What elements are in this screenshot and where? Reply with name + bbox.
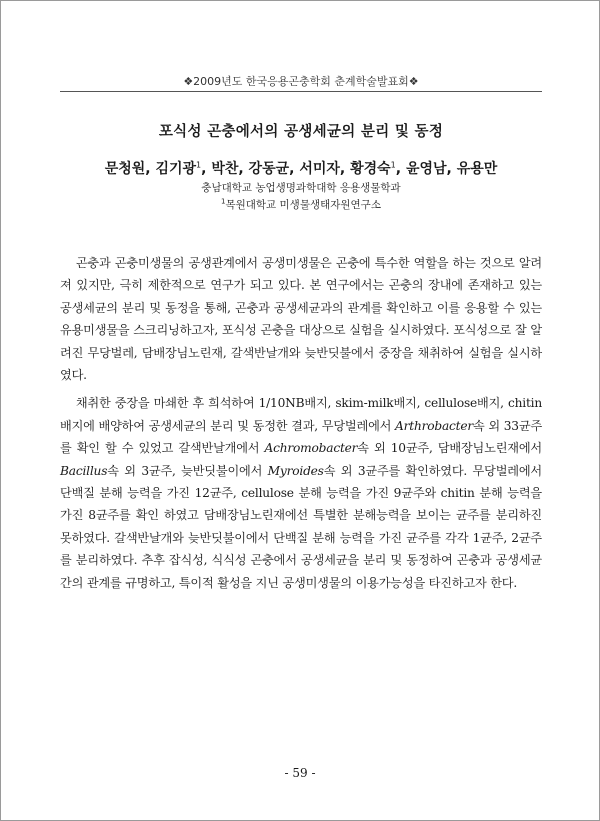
text-run: 속 외 3균주, 늦반딧불이에서 xyxy=(107,463,268,478)
genus-name: Achromobacter xyxy=(264,441,358,456)
text-run: 속 외 33균주를 확인 할 수 있었고 갈색반날개에서 xyxy=(60,418,543,456)
affiliation-2 xyxy=(60,197,542,212)
author-list xyxy=(60,158,542,178)
affiliation-2-text: 목원대학교 미생물생태자원연구소 xyxy=(225,199,381,211)
text-run: 속 외 3균주를 확인하였다. 무당벌레에서 단백질 분해 능력을 가진 12균주, cellulose 분해 능력을 가진 9균주와 chitin 분해 능력을 가진 8균주를 확인 하였고 담배장님노린재에선 특별한 분해능력을 보이는 균주를 분리하진 못하였다. 갈색반날개와 늦반딧불이에서 단백질 분해 능력을 가진 균주를 각각 1균주, 2균주를 분리하였다. 추후 잡식성, 식식성 곤충에서 공생세균을 분리 및 동정하여 곤충과 공생세균간의 관계를 규명하고, 특이적 활성을 지닌 공생미생물의 이용가능성을 타진하고자 한다. xyxy=(60,463,542,590)
header-rule xyxy=(60,91,542,92)
paper-title: 포식성 곤충에서의 공생세균의 분리 및 동정 xyxy=(158,124,444,140)
affiliation-mark: 1 xyxy=(221,197,226,206)
page-number: - 59 - xyxy=(284,766,316,780)
author-group-3: , 윤영남, 유용만 xyxy=(395,161,498,177)
affiliation-mark: 1 xyxy=(390,160,396,170)
author-group-1: 문청원, 김기광 xyxy=(104,161,197,177)
abstract-body xyxy=(60,252,542,594)
text-run: 채취한 중장을 마쇄한 후 희석하여 1/10NB배지, skim-milk배지, cellulose배지, chitin배지에 배양하여 공생세균의 분리 및 동정한 결과, 무당벌레에서 xyxy=(60,396,542,433)
paragraph-2 xyxy=(60,392,542,594)
genus-name: Bacillus xyxy=(60,463,108,478)
author-group-2: , 박찬, 강동균, 서미자, 황경숙 xyxy=(201,161,391,177)
genus-name: Arthrobacter xyxy=(395,418,473,433)
text-run: 속 외 10균주, 담배장님노린재에서 xyxy=(357,441,542,456)
affiliation-1: 충남대학교 농업생명과학대학 응용생물학과 xyxy=(201,182,401,194)
affiliation-mark: 1 xyxy=(196,160,202,170)
conference-header: ❖2009년도 한국응용곤충학회 춘계학술발표회❖ xyxy=(183,75,419,88)
paragraph-1: 곤충과 곤충미생물의 공생관계에서 공생미생물은 곤충에 특수한 역할을 하는 것으로 알려져 있지만, 극히 제한적으로 연구가 되고 있다. 본 연구에서는 곤충의 장내에 존재하고 있는 공생세균의 분리 및 동정을 통해, 곤충과 공생세균과의 관계를 확인하고 이를 응용할 수 있는 유용미생물을 스크리닝하고자, 포식성 곤충을 대상으로 실험을 실시하였다. 포식성으로 잘 알려진 무당벌레, 담배장님노린재, 갈색반날개와 늦반딧불에서 중장을 채취하여 실험을 실시하였다. xyxy=(60,256,542,383)
genus-name: Myroides xyxy=(267,463,324,478)
